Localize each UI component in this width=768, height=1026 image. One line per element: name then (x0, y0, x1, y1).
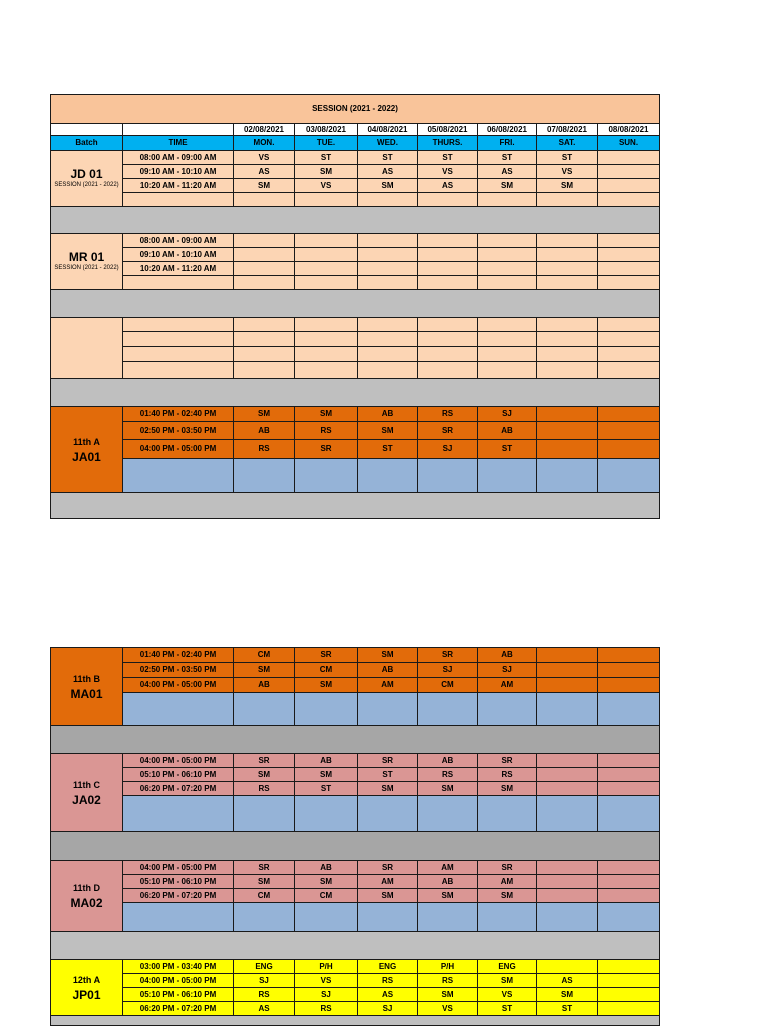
date-mon: 02/08/2021 (234, 124, 295, 136)
header-mon: MON. (234, 136, 295, 151)
class-label: 11th D (72, 883, 100, 893)
slot-cell: SM (295, 678, 358, 693)
table-row (51, 332, 660, 347)
slot-cell: ST (478, 440, 537, 459)
time-cell: 05:10 PM - 06:10 PM (123, 768, 234, 782)
table-row (51, 693, 660, 726)
table-row (51, 782, 660, 796)
slot-cell: RS (295, 1002, 358, 1016)
slot-cell (537, 407, 598, 422)
table-row (51, 234, 660, 248)
slot-cell: ENG (234, 960, 295, 974)
batch-code: MA02 (70, 896, 103, 910)
slot-cell (537, 422, 598, 440)
slot-cell: AB (295, 754, 358, 768)
batch-cell-ma01 (51, 648, 123, 726)
date-thu: 05/08/2021 (418, 124, 478, 136)
slot-cell (537, 678, 598, 693)
table-row (51, 262, 660, 276)
time-cell: 09:10 AM - 10:10 AM (123, 165, 234, 179)
slot-cell (598, 407, 660, 422)
slot-cell: AS (358, 988, 418, 1002)
slot-cell (598, 422, 660, 440)
table-row (51, 861, 660, 875)
batch-code: JA02 (72, 792, 101, 807)
table-row (51, 1002, 660, 1016)
slot-cell: CM (234, 889, 295, 903)
slot-cell: CM (418, 678, 478, 693)
class-label: 12th A (72, 974, 101, 985)
table-row (51, 678, 660, 693)
slot-cell: SR (418, 648, 478, 663)
slot-cell: RS (418, 407, 478, 422)
slot-cell: SM (358, 179, 418, 193)
slot-cell (598, 974, 660, 988)
slot-cell: SM (295, 165, 358, 179)
batch-cell-empty (51, 318, 123, 379)
slot-cell (537, 889, 598, 903)
slot-cell: SM (358, 889, 418, 903)
table-row (51, 648, 660, 663)
slot-cell (598, 440, 660, 459)
slot-cell (537, 875, 598, 889)
batch-code: JP01 (72, 987, 101, 1002)
slot-cell: SR (358, 861, 418, 875)
slot-cell (598, 678, 660, 693)
date-sun: 08/08/2021 (598, 124, 660, 136)
slot-cell: VS (295, 974, 358, 988)
slot-cell: AB (358, 663, 418, 678)
slot-cell: SM (295, 875, 358, 889)
slot-cell: CM (234, 648, 295, 663)
header-wed: WED. (358, 136, 418, 151)
slot-cell: AB (478, 648, 537, 663)
slot-cell: SJ (234, 974, 295, 988)
slot-cell: AM (478, 875, 537, 889)
slot-cell (598, 1002, 660, 1016)
slot-cell (537, 960, 598, 974)
batch-name: MR 01 (68, 250, 105, 264)
separator-row (51, 493, 660, 519)
header-sun: SUN. (598, 136, 660, 151)
table-row (51, 179, 660, 193)
slot-cell: SJ (358, 1002, 418, 1016)
slot-cell: ST (418, 151, 478, 165)
slot-cell: SM (478, 782, 537, 796)
slot-cell: SM (234, 768, 295, 782)
table-row (51, 276, 660, 290)
table-row (51, 151, 660, 165)
separator-row (51, 207, 660, 234)
table-row (51, 165, 660, 179)
header-tue: TUE. (295, 136, 358, 151)
slot-cell: SM (234, 179, 295, 193)
slot-cell: SR (295, 648, 358, 663)
batch-name: JD 01 (70, 167, 103, 181)
slot-cell: AM (478, 678, 537, 693)
slot-cell: SM (418, 782, 478, 796)
slot-cell: AB (295, 861, 358, 875)
slot-cell: SM (234, 875, 295, 889)
slot-cell: AS (358, 165, 418, 179)
slot-cell: ST (295, 151, 358, 165)
batch-cell-jd01 (51, 151, 123, 207)
slot-cell: VS (418, 165, 478, 179)
batch-cell-ja02 (51, 754, 123, 832)
slot-cell (598, 875, 660, 889)
slot-cell: SR (478, 861, 537, 875)
slot-cell: SJ (418, 440, 478, 459)
time-cell: 04:00 PM - 05:00 PM (123, 861, 234, 875)
slot-cell (537, 861, 598, 875)
table-row (51, 889, 660, 903)
separator-row (51, 1016, 660, 1026)
date-row (51, 124, 660, 136)
slot-cell: ST (358, 151, 418, 165)
slot-cell: SR (295, 440, 358, 459)
batch-cell-ma02 (51, 861, 123, 932)
table-row (51, 974, 660, 988)
slot-cell (598, 768, 660, 782)
time-cell: 04:00 PM - 05:00 PM (123, 678, 234, 693)
slot-cell (537, 754, 598, 768)
slot-cell: AB (234, 422, 295, 440)
header-row (51, 136, 660, 151)
slot-cell (537, 768, 598, 782)
separator-row (51, 932, 660, 960)
table-row (51, 193, 660, 207)
slot-cell: ENG (478, 960, 537, 974)
slot-cell: VS (295, 179, 358, 193)
class-label: 11th A (73, 436, 100, 447)
time-cell: 06:20 PM - 07:20 PM (123, 1002, 234, 1016)
time-cell: 06:20 PM - 07:20 PM (123, 889, 234, 903)
slot-cell: VS (478, 988, 537, 1002)
slot-cell: ST (537, 151, 598, 165)
date-wed: 04/08/2021 (358, 124, 418, 136)
slot-cell: SM (418, 889, 478, 903)
time-cell: 04:00 PM - 05:00 PM (123, 754, 234, 768)
time-cell: 09:10 AM - 10:10 AM (123, 248, 234, 262)
slot-cell: RS (234, 440, 295, 459)
slot-cell: VS (537, 165, 598, 179)
time-cell: 10:20 AM - 11:20 AM (123, 262, 234, 276)
time-cell: 04:00 PM - 05:00 PM (123, 974, 234, 988)
time-cell: 02:50 PM - 03:50 PM (123, 422, 234, 440)
slot-cell: ENG (358, 960, 418, 974)
slot-cell: RS (295, 422, 358, 440)
slot-cell: SR (358, 754, 418, 768)
timetable-top (50, 94, 660, 519)
slot-cell: SM (537, 179, 598, 193)
slot-cell (598, 861, 660, 875)
batch-session: SESSION (2021 - 2022) (54, 265, 119, 271)
slot-cell: SM (358, 422, 418, 440)
slot-cell: CM (295, 663, 358, 678)
slot-cell (537, 648, 598, 663)
slot-cell: ST (478, 151, 537, 165)
separator-row (51, 832, 660, 861)
table-row (51, 988, 660, 1002)
slot-cell: SM (418, 988, 478, 1002)
separator-row (51, 379, 660, 407)
slot-cell: AB (358, 407, 418, 422)
time-cell: 02:50 PM - 03:50 PM (123, 663, 234, 678)
slot-cell: SM (234, 663, 295, 678)
session-title: SESSION (2021 - 2022) (51, 95, 660, 124)
batch-code: JA01 (72, 449, 101, 464)
time-cell: 01:40 PM - 02:40 PM (123, 407, 234, 422)
time-cell: 05:10 PM - 06:10 PM (123, 875, 234, 889)
slot-cell: ST (358, 440, 418, 459)
slot-cell: SJ (295, 988, 358, 1002)
table-row (51, 768, 660, 782)
slot-cell: ST (295, 782, 358, 796)
slot-cell (598, 179, 660, 193)
slot-cell: AB (418, 754, 478, 768)
slot-cell: AS (234, 165, 295, 179)
time-cell: 05:10 PM - 06:10 PM (123, 988, 234, 1002)
slot-cell: SJ (418, 663, 478, 678)
time-cell: 10:20 AM - 11:20 AM (123, 179, 234, 193)
slot-cell: RS (234, 988, 295, 1002)
table-row (51, 903, 660, 932)
class-label: 11th C (72, 779, 100, 790)
slot-cell: SM (478, 889, 537, 903)
table-row (51, 960, 660, 974)
table-row (51, 796, 660, 832)
slot-cell: SR (234, 861, 295, 875)
slot-cell: ST (478, 1002, 537, 1016)
time-cell: 08:00 AM - 09:00 AM (123, 234, 234, 248)
slot-cell (598, 663, 660, 678)
slot-cell: ST (537, 1002, 598, 1016)
separator-row (51, 290, 660, 318)
table-row (51, 318, 660, 332)
slot-cell: RS (418, 974, 478, 988)
batch-cell-jp01 (51, 960, 123, 1016)
slot-cell: SM (478, 974, 537, 988)
header-batch: Batch (51, 136, 123, 151)
header-time: TIME (123, 136, 234, 151)
table-row (51, 663, 660, 678)
slot-cell (537, 440, 598, 459)
slot-cell: VS (234, 151, 295, 165)
batch-code: MA01 (70, 686, 103, 701)
date-tue: 03/08/2021 (295, 124, 358, 136)
slot-cell (598, 889, 660, 903)
slot-cell: AS (234, 1002, 295, 1016)
slot-cell: SM (234, 407, 295, 422)
table-row (51, 459, 660, 493)
header-thu: THURS. (418, 136, 478, 151)
slot-cell: AM (418, 861, 478, 875)
slot-cell: SR (478, 754, 537, 768)
slot-cell: AM (358, 875, 418, 889)
slot-cell: SM (295, 407, 358, 422)
slot-cell: AS (478, 165, 537, 179)
time-cell: 03:00 PM - 03:40 PM (123, 960, 234, 974)
time-cell: 04:00 PM - 05:00 PM (123, 440, 234, 459)
table-row (51, 875, 660, 889)
separator-row (51, 726, 660, 754)
time-cell: 08:00 AM - 09:00 AM (123, 151, 234, 165)
class-label: 11th B (72, 673, 100, 684)
slot-cell (598, 754, 660, 768)
slot-cell: RS (234, 782, 295, 796)
slot-cell (537, 782, 598, 796)
batch-cell-mr01 (51, 234, 123, 290)
slot-cell: SR (234, 754, 295, 768)
date-fri: 06/08/2021 (478, 124, 537, 136)
slot-cell: ST (358, 768, 418, 782)
slot-cell (598, 782, 660, 796)
date-sat: 07/08/2021 (537, 124, 598, 136)
slot-cell: VS (418, 1002, 478, 1016)
slot-cell (598, 165, 660, 179)
slot-cell: AB (234, 678, 295, 693)
slot-cell (598, 960, 660, 974)
slot-cell (598, 988, 660, 1002)
header-sat: SAT. (537, 136, 598, 151)
slot-cell (598, 151, 660, 165)
slot-cell: SM (478, 179, 537, 193)
slot-cell: SM (295, 768, 358, 782)
table-row (51, 248, 660, 262)
slot-cell: SM (537, 988, 598, 1002)
slot-cell: AM (358, 678, 418, 693)
slot-cell: SR (418, 422, 478, 440)
slot-cell (537, 663, 598, 678)
slot-cell: RS (478, 768, 537, 782)
table-row (51, 347, 660, 362)
slot-cell: AS (537, 974, 598, 988)
table-row (51, 422, 660, 440)
slot-cell: SM (358, 648, 418, 663)
header-fri: FRI. (478, 136, 537, 151)
slot-cell: AS (418, 179, 478, 193)
table-row (51, 407, 660, 422)
slot-cell: AB (418, 875, 478, 889)
slot-cell: SM (358, 782, 418, 796)
slot-cell: SJ (478, 407, 537, 422)
slot-cell: RS (418, 768, 478, 782)
timetable-bottom (50, 647, 660, 1026)
batch-session: SESSION (2021 - 2022) (54, 182, 119, 188)
slot-cell (598, 648, 660, 663)
batch-cell-ja01 (51, 407, 123, 493)
slot-cell: AB (478, 422, 537, 440)
slot-cell: RS (358, 974, 418, 988)
time-cell: 01:40 PM - 02:40 PM (123, 648, 234, 663)
slot-cell: CM (295, 889, 358, 903)
table-row (51, 754, 660, 768)
time-cell: 06:20 PM - 07:20 PM (123, 782, 234, 796)
slot-cell: P/H (295, 960, 358, 974)
slot-cell: P/H (418, 960, 478, 974)
slot-cell: SJ (478, 663, 537, 678)
table-row (51, 362, 660, 379)
table-row (51, 440, 660, 459)
